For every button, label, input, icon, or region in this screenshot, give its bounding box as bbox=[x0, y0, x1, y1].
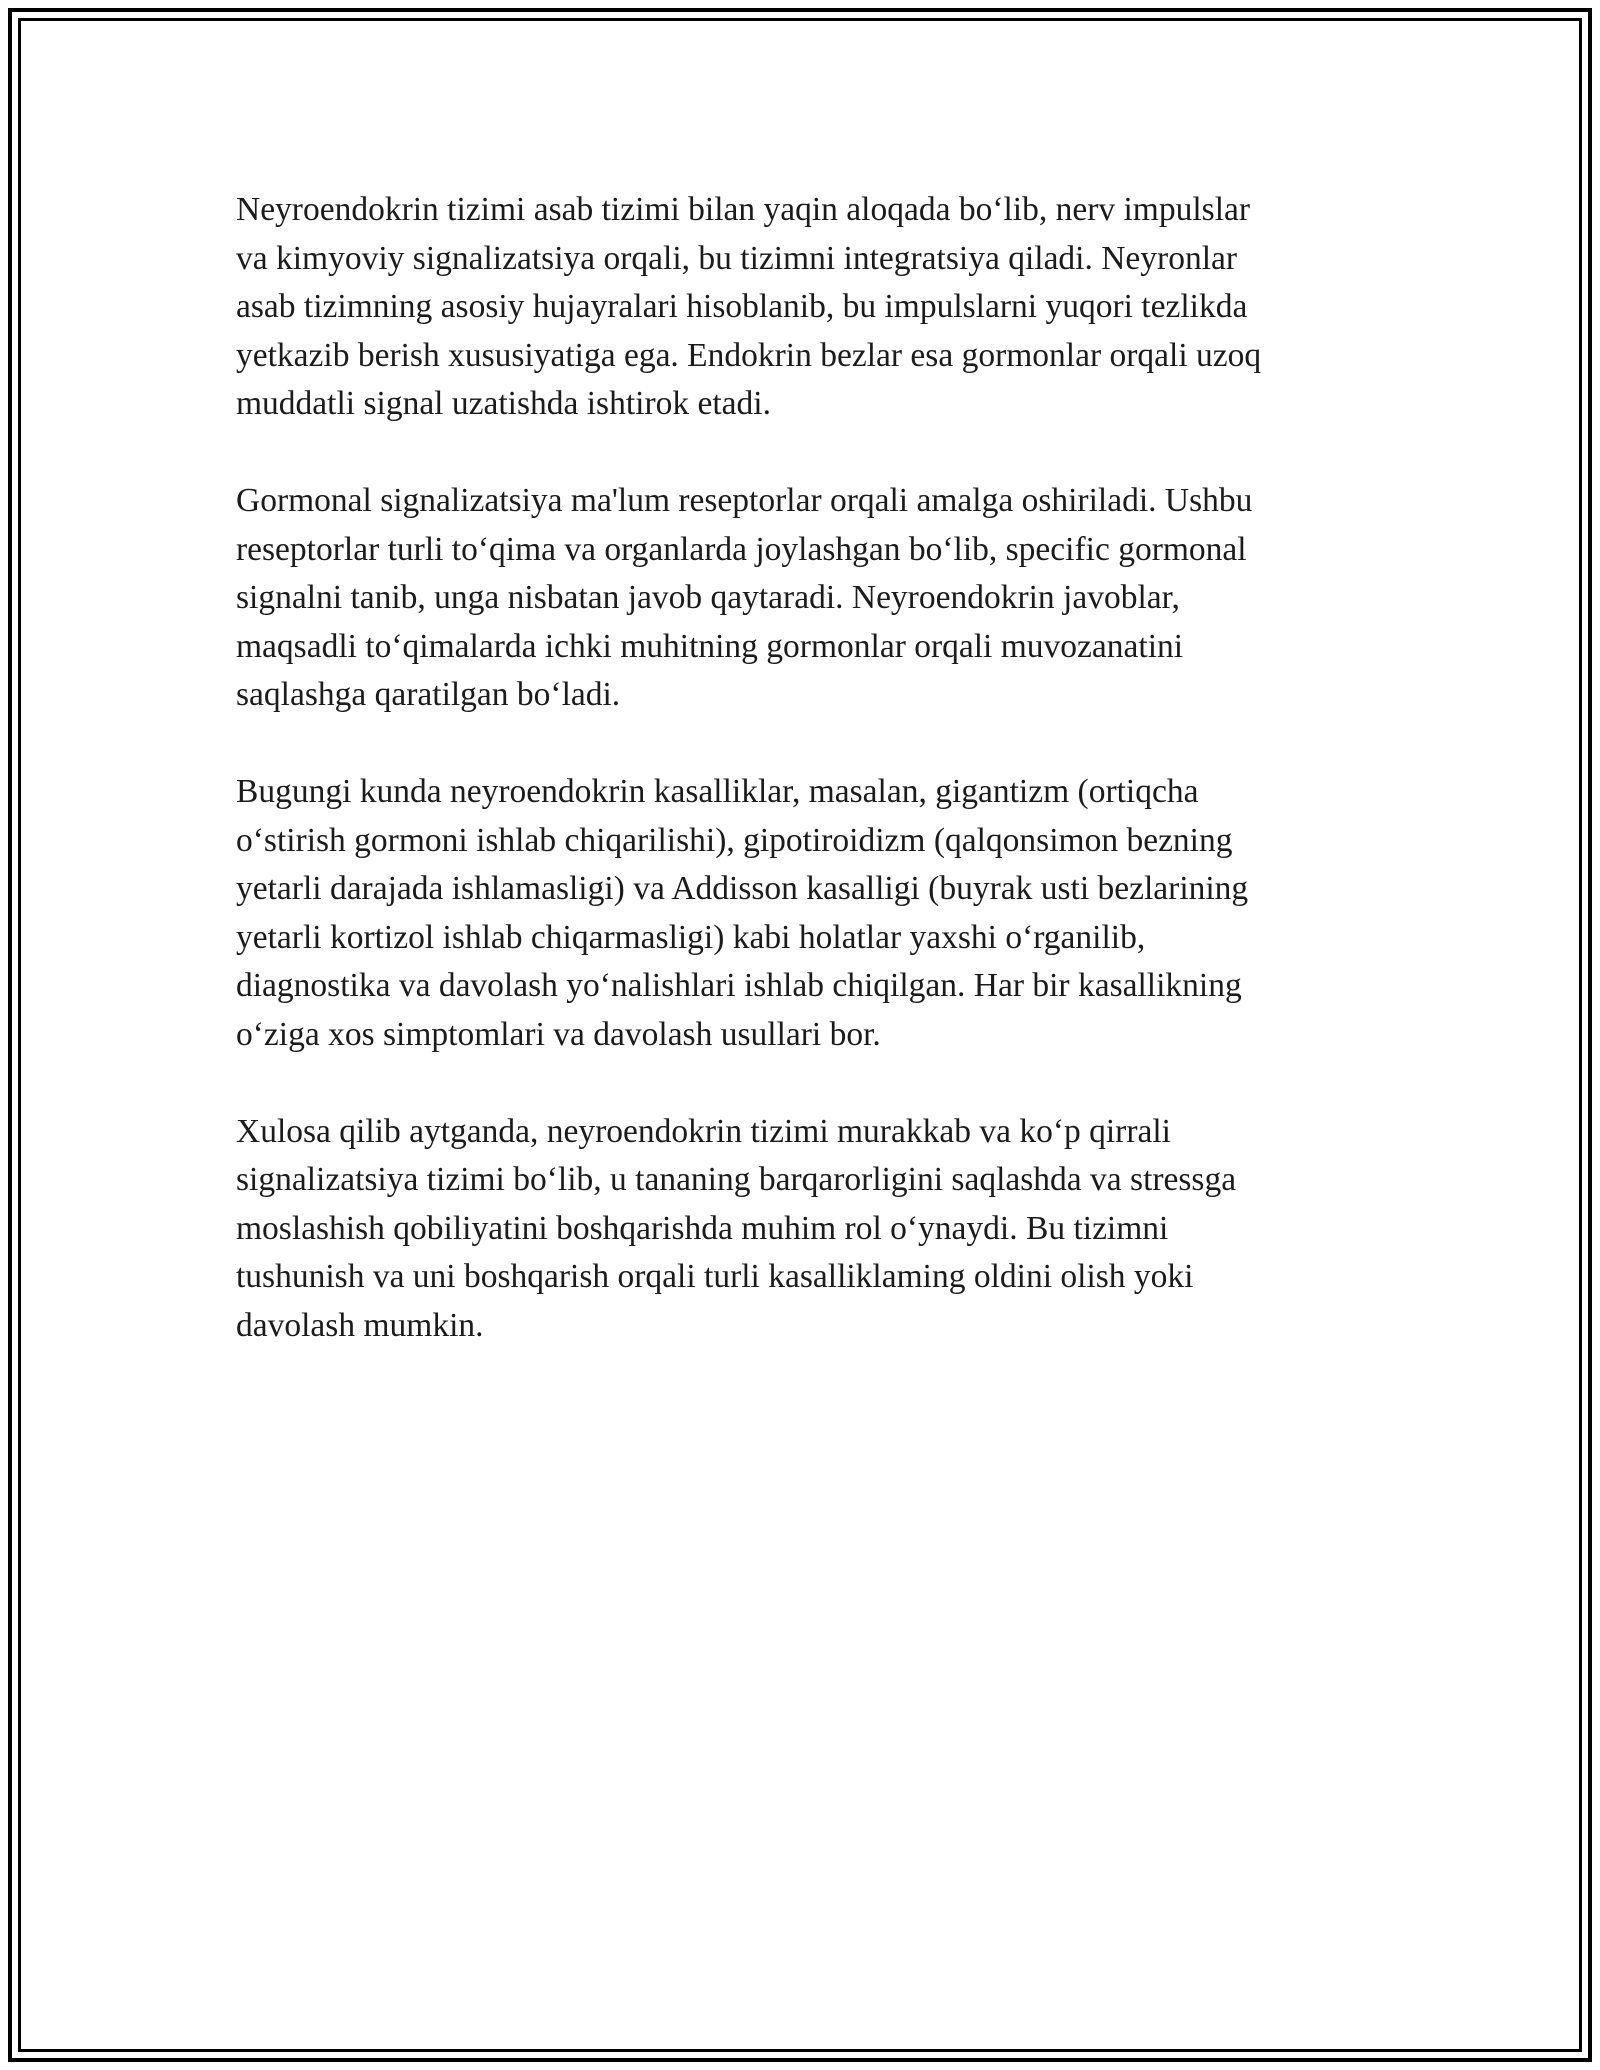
text-line: diagnostika va davolash yo‘nalishlari ishlab chiqilgan. Har bir kasallikning bbox=[236, 967, 1242, 1004]
text-line: o‘stirish gormoni ishlab chiqarilishi), gipotiroidizm (qalqonsimon bezning bbox=[236, 821, 1233, 859]
paragraph-2 bbox=[236, 477, 1366, 720]
text-line: yetarli darajada ishlamasligi) va Addisson kasalligi (buyrak usti bezlarining bbox=[236, 870, 1249, 907]
text-line: Xulosa qilib aytganda, neyroendokrin tizimi murakkab va ko‘p qirrali bbox=[236, 1112, 1171, 1150]
text-line: Gormonal signalizatsiya ma'lum reseptorlar orqali amalga oshiriladi. Ushbu bbox=[236, 482, 1253, 519]
text-line: davolash mumkin. bbox=[236, 1306, 484, 1344]
text-line: yetkazib berish xususiyatiga ega. Endokrin bezlar esa gormonlar orqali uzoq bbox=[236, 336, 1262, 374]
document-body bbox=[236, 186, 1366, 1399]
text-line: moslashish qobiliyatini boshqarishda muhim rol o‘ynaydi. Bu tizimni bbox=[236, 1209, 1169, 1247]
text-line: Neyroendokrin tizimi asab tizimi bilan yaqin aloqada bo‘lib, nerv impulslar bbox=[236, 191, 1251, 228]
text-line: maqsadli to‘qimalarda ichki muhitning gormonlar orqali muvozanatini bbox=[236, 627, 1184, 665]
text-line: o‘ziga xos simptomlari va davolash usullari bor. bbox=[236, 1015, 881, 1053]
text-line: Bugungi kunda neyroendokrin kasalliklar, masalan, gigantizm (ortiqcha bbox=[236, 773, 1199, 810]
text-line: asab tizimning asosiy hujayralari hisoblanib, bu impulslarni yuqori tezlikda bbox=[236, 288, 1248, 325]
paragraph-4 bbox=[236, 1108, 1366, 1351]
text-line: reseptorlar turli to‘qima va organlarda joylashgan bo‘lib, specific gormonal bbox=[236, 530, 1247, 568]
text-line: saqlashga qaratilgan bo‘ladi. bbox=[236, 676, 621, 713]
text-line: yetarli kortizol ishlab chiqarmasligi) kabi holatlar yaxshi o‘rganilib, bbox=[236, 918, 1146, 956]
text-line: signalizatsiya tizimi bo‘lib, u tananing barqarorligini saqlashda va stressga bbox=[236, 1161, 1237, 1198]
text-line: signalni tanib, unga nisbatan javob qaytaradi. Neyroendokrin javoblar, bbox=[236, 579, 1180, 616]
text-line: tushunish va uni boshqarish orqali turli kasalliklaming oldini olish yoki bbox=[236, 1258, 1194, 1295]
text-line: muddatli signal uzatishda ishtirok etadi. bbox=[236, 385, 771, 422]
paragraph-3 bbox=[236, 768, 1366, 1059]
text-line: va kimyoviy signalizatsiya orqali, bu tizimni integratsiya qiladi. Neyronlar bbox=[236, 239, 1238, 277]
paragraph-1 bbox=[236, 186, 1366, 429]
